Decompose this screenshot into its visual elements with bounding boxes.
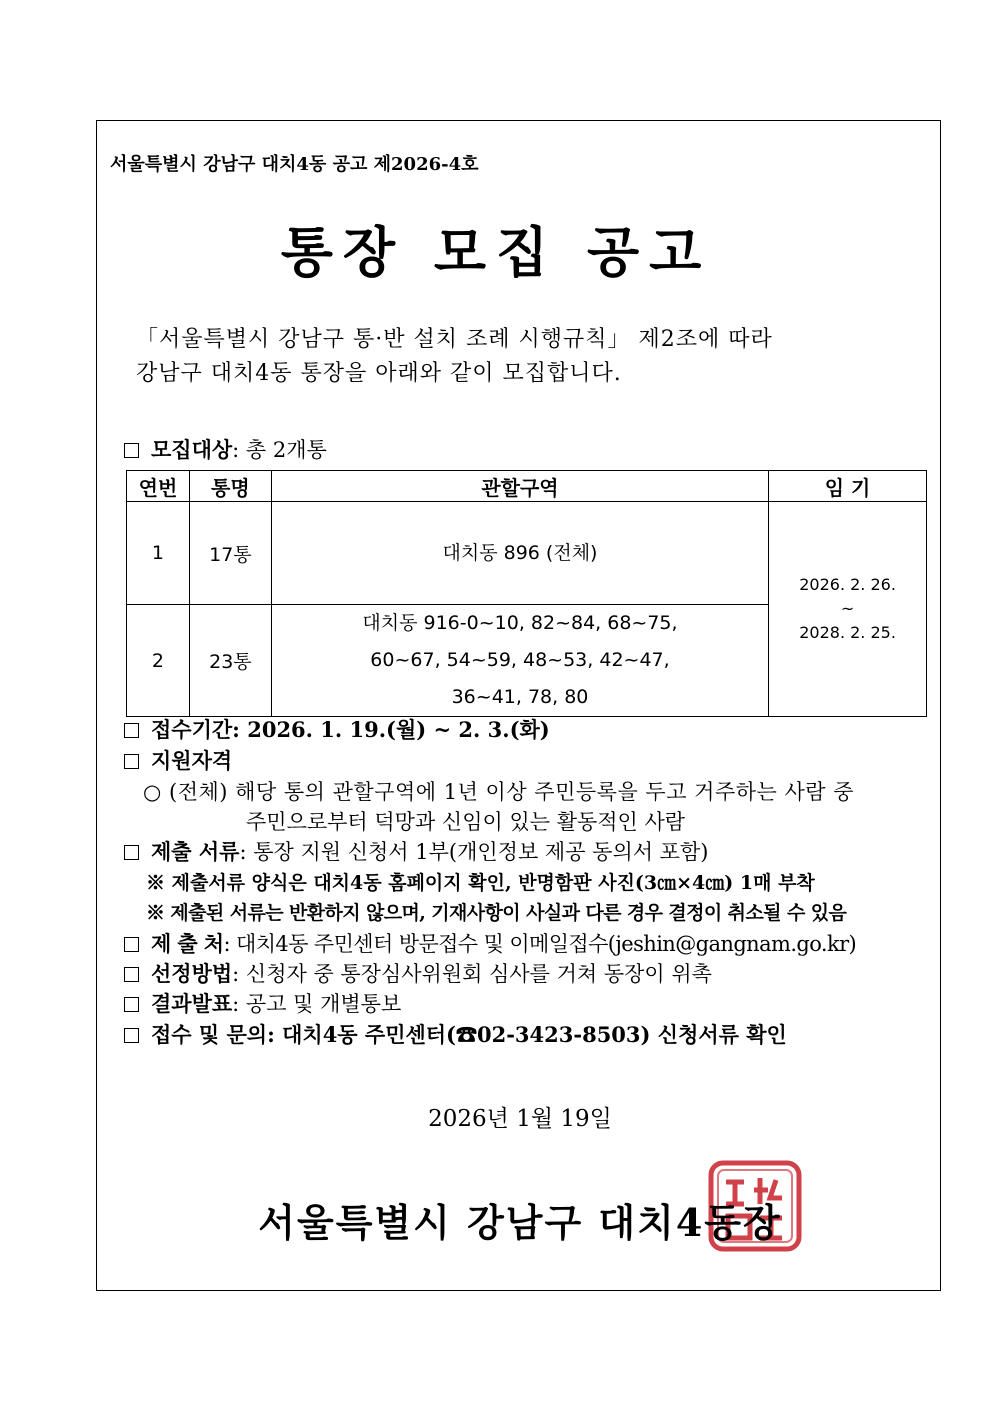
term-separator: ~	[840, 599, 855, 618]
period-section	[124, 714, 550, 744]
col-header-tong: 통명	[189, 471, 271, 502]
qualification-label: 지원자격	[151, 748, 233, 773]
submit-section	[124, 928, 856, 958]
period-label: 접수기간	[151, 717, 233, 742]
area-line: 60~67, 54~59, 48~53, 42~47,	[370, 649, 670, 671]
recruit-value: : 총 2개통	[232, 438, 327, 462]
result-section	[124, 988, 401, 1018]
result-label: 결과발표	[151, 991, 233, 1016]
inquiry-section	[124, 1019, 787, 1049]
col-header-no: 연번	[127, 471, 190, 502]
term-cell	[769, 502, 927, 717]
checkbox-icon	[124, 967, 139, 982]
result-value: : 공고 및 개별통보	[232, 992, 402, 1016]
checkbox-icon	[124, 845, 139, 860]
qualification-line-1: ○ (전체) 해당 통의 관할구역에 1년 이상 주민등록을 두고 거주하는 사람 중	[143, 780, 855, 804]
intro-line-1: 「서울특별시 강남구 통·반 설치 조례 시행규칙」 제2조에 따라	[136, 327, 773, 352]
row-tong: 17통	[189, 502, 271, 605]
checkbox-icon	[124, 443, 139, 458]
table-header-row	[127, 471, 927, 502]
area-line: 대치동 896 (전체)	[442, 541, 598, 564]
submit-value: : 대치4동 주민센터 방문접수 및 이메일접수(jeshin@gangnam.go.kr)	[223, 932, 857, 956]
checkbox-icon	[124, 937, 139, 952]
qualification-line-2: 주민으로부터 덕망과 신임이 있는 활동적인 사람	[246, 810, 686, 834]
area-line: 대치동 916-0~10, 82~84, 68~75,	[362, 612, 678, 634]
page-title: 통장 모집 공고	[280, 220, 712, 284]
col-header-term: 임 기	[769, 471, 927, 502]
table-row	[127, 502, 927, 605]
row-area	[271, 605, 768, 717]
inquiry-label: 접수 및 문의	[151, 1022, 268, 1047]
period-value: : 2026. 1. 19.(월) ~ 2. 3.(화)	[232, 717, 550, 742]
col-header-area: 관할구역	[271, 471, 768, 502]
documents-section	[124, 836, 708, 866]
recruit-label: 모집대상	[151, 437, 233, 462]
checkbox-icon	[124, 723, 139, 738]
signer-name: 서울특별시 강남구 대치4동장	[258, 1200, 782, 1245]
district-table	[126, 470, 927, 717]
row-no: 1	[127, 502, 190, 605]
documents-note-1: ※ 제출서류 양식은 대치4동 홈페이지 확인, 반명함판 사진(3㎝×4㎝) 1매 부착	[146, 872, 815, 894]
recruit-section	[124, 434, 327, 464]
inquiry-value: : 대치4동 주민센터(☎02-3423-8503) 신청서류 확인	[267, 1022, 787, 1047]
selection-section	[124, 958, 712, 988]
notice-number: 서울특별시 강남구 대치4동 공고 제2026-4호	[110, 154, 479, 175]
row-area	[271, 502, 768, 605]
documents-note-2: ※ 제출된 서류는 반환하지 않으며, 기재사항이 사실과 다른 경우 결정이 취소될 수 있음	[146, 902, 847, 924]
intro-line-2: 강남구 대치4동 통장을 아래와 같이 모집합니다.	[136, 361, 622, 386]
term-end: 2028. 2. 25.	[799, 623, 896, 642]
documents-label: 제출 서류	[151, 839, 240, 864]
qualification-section	[124, 745, 232, 775]
documents-value: : 통장 지원 신청서 1부(개인정보 제공 동의서 포함)	[239, 840, 709, 864]
submit-label: 제 출 처	[151, 931, 224, 956]
checkbox-icon	[124, 754, 139, 769]
checkbox-icon	[124, 1028, 139, 1043]
row-tong: 23통	[189, 605, 271, 717]
checkbox-icon	[124, 997, 139, 1012]
notice-date: 2026년 1월 19일	[428, 1106, 612, 1132]
selection-label: 선정방법	[151, 961, 233, 986]
row-no: 2	[127, 605, 190, 717]
selection-value: : 신청자 중 통장심사위원회 심사를 거쳐 동장이 위촉	[232, 962, 712, 986]
term-start: 2026. 2. 26.	[799, 575, 896, 594]
area-line: 36~41, 78, 80	[451, 686, 589, 708]
